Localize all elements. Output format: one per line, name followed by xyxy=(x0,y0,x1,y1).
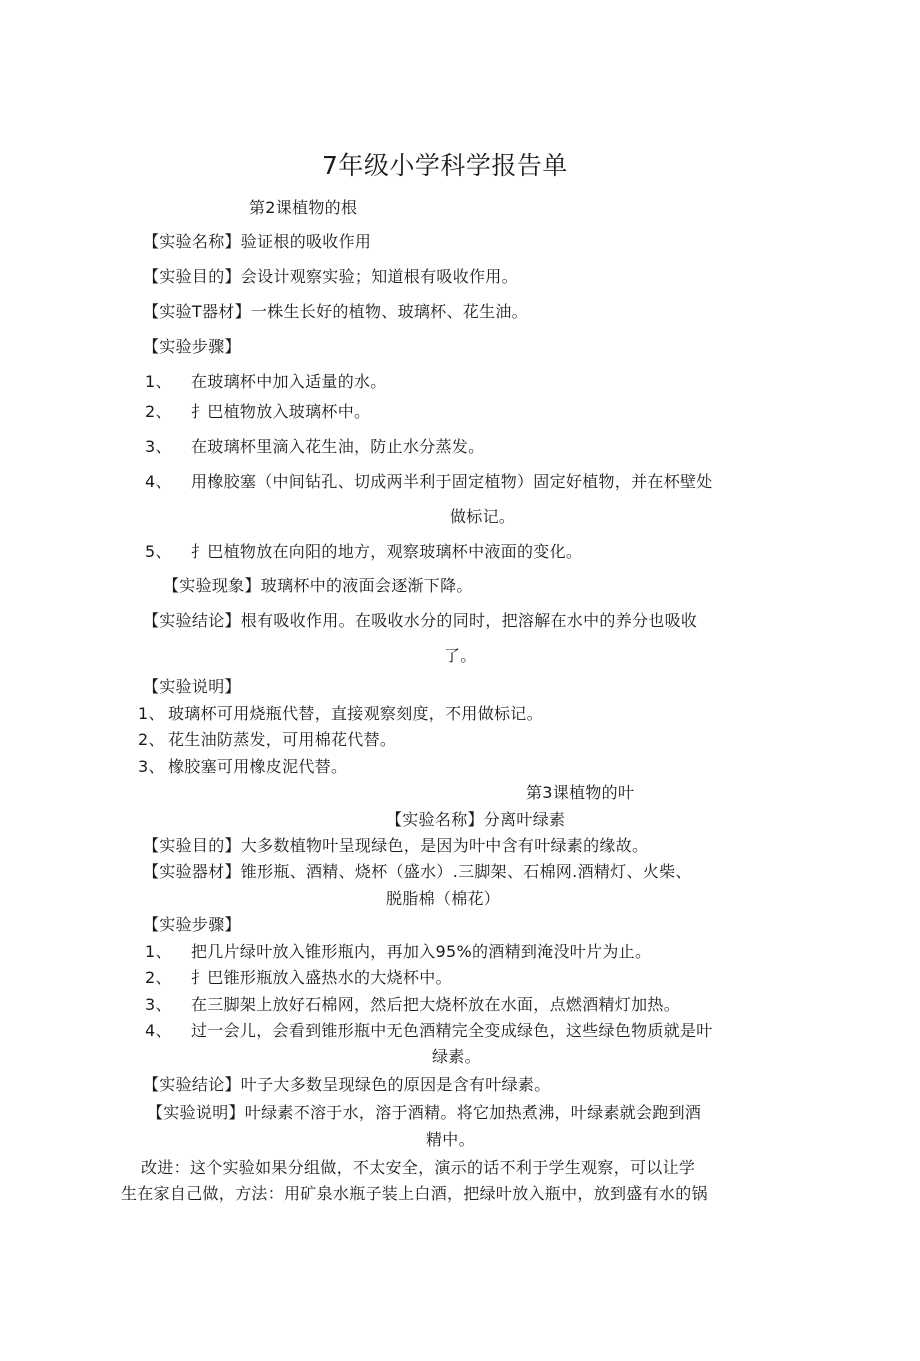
lesson3-steps-label: 【实验步骤】 xyxy=(143,915,241,934)
lesson3-materials: 【实验器材】锥形瓶、酒精、烧杯（盛水）.三脚架、石棉网.酒精灯、火柴、 xyxy=(143,862,692,881)
lesson2-step xyxy=(145,542,582,562)
step-text: 过一会儿，会看到锥形瓶中无色酒精完全变成绿色，这些绿色物质就是叶 xyxy=(191,1021,713,1040)
lesson2-heading: 第2课植物的根 xyxy=(249,198,358,217)
lesson2-purpose: 【实验目的】会设计观察实验；知道根有吸收作用。 xyxy=(143,267,518,286)
lesson2-steps-label: 【实验步骤】 xyxy=(143,337,241,356)
step-text: 在玻璃杯里滴入花生油，防止水分蒸发。 xyxy=(191,437,485,456)
note-number: 2、 xyxy=(138,730,165,749)
lesson2-note xyxy=(138,730,396,750)
lesson3-improvement-line2: 生在家自己做，方法：用矿泉水瓶子装上白酒，把绿叶放入瓶中，放到盛有水的锅 xyxy=(121,1184,708,1203)
lesson3-experiment-name: 【实验名称】分离叶绿素 xyxy=(386,810,566,829)
note-number: 1、 xyxy=(138,704,165,723)
step-number: 1、 xyxy=(145,942,172,961)
lesson2-note xyxy=(138,704,543,724)
step-number: 4、 xyxy=(145,472,172,491)
lesson2-materials: 【实验T器材】一株生长好的植物、玻璃杯、花生油。 xyxy=(143,302,528,321)
step-text: 用橡胶塞（中间钻孔、切成两半利于固定植物）固定好植物，并在杯壁处 xyxy=(191,472,713,491)
lesson3-note-continuation: 精中。 xyxy=(426,1130,475,1149)
lesson2-note xyxy=(138,757,347,777)
lesson3-conclusion: 【实验结论】叶子大多数呈现绿色的原因是含有叶绿素。 xyxy=(143,1075,551,1094)
lesson2-notes-label: 【实验说明】 xyxy=(143,677,241,696)
lesson3-step xyxy=(145,1021,713,1041)
note-number: 3、 xyxy=(138,757,165,776)
note-text: 玻璃杯可用烧瓶代替，直接观察刻度，不用做标记。 xyxy=(168,704,543,723)
step-number: 3、 xyxy=(145,995,172,1014)
step-text: 扌巴植物放入玻璃杯中。 xyxy=(191,402,371,421)
step-number: 1、 xyxy=(145,372,172,391)
lesson3-purpose: 【实验目的】大多数植物叶呈现绿色，是因为叶中含有叶绿素的缘故。 xyxy=(143,836,649,855)
lesson2-step xyxy=(145,402,370,422)
step-number: 5、 xyxy=(145,542,172,561)
lesson3-heading: 第3课植物的叶 xyxy=(526,783,635,802)
step-text: 在玻璃杯中加入适量的水。 xyxy=(191,372,387,391)
report-title: 7年级小学科学报告单 xyxy=(322,151,568,180)
lesson3-materials-continuation: 脱脂棉（棉花） xyxy=(386,889,501,908)
lesson2-phenomenon: 【实验现象】玻璃杯中的液面会逐渐下降。 xyxy=(163,576,473,595)
lesson2-step xyxy=(145,372,387,392)
step-text: 在三脚架上放好石棉网，然后把大烧杯放在水面，点燃酒精灯加热。 xyxy=(191,995,681,1014)
lesson3-step-continuation: 绿素。 xyxy=(432,1047,481,1066)
lesson3-note: 【实验说明】叶绿素不溶于水，溶于酒精。将它加热煮沸，叶绿素就会跑到酒 xyxy=(147,1103,702,1122)
note-text: 花生油防蒸发，可用棉花代替。 xyxy=(168,730,397,749)
step-text: 扌巴植物放在向阳的地方，观察玻璃杯中液面的变化。 xyxy=(191,542,583,561)
lesson2-experiment-name: 【实验名称】验证根的吸收作用 xyxy=(143,232,372,251)
step-text: 扌巴锥形瓶放入盛热水的大烧杯中。 xyxy=(191,968,452,987)
lesson2-step-continuation: 做标记。 xyxy=(450,507,516,526)
lesson3-step xyxy=(145,995,680,1015)
lesson3-improvement-line1: 改进：这个实验如果分组做，不太安全，演示的话不利于学生观察，可以让学 xyxy=(141,1158,696,1177)
lesson3-step xyxy=(145,968,452,988)
step-number: 2、 xyxy=(145,402,172,421)
step-text: 把几片绿叶放入锥形瓶内，再加入95%的酒精到淹没叶片为止。 xyxy=(191,942,652,961)
lesson2-conclusion: 【实验结论】根有吸收作用。在吸收水分的同时，把溶解在水中的养分也吸收 xyxy=(143,611,698,630)
lesson2-step xyxy=(145,437,484,457)
step-number: 4、 xyxy=(145,1021,172,1040)
step-number: 2、 xyxy=(145,968,172,987)
lesson2-step xyxy=(145,472,713,492)
lesson3-step xyxy=(145,942,651,962)
note-text: 橡胶塞可用橡皮泥代替。 xyxy=(168,757,348,776)
lesson2-conclusion-continuation: 了。 xyxy=(444,646,477,665)
step-number: 3、 xyxy=(145,437,172,456)
